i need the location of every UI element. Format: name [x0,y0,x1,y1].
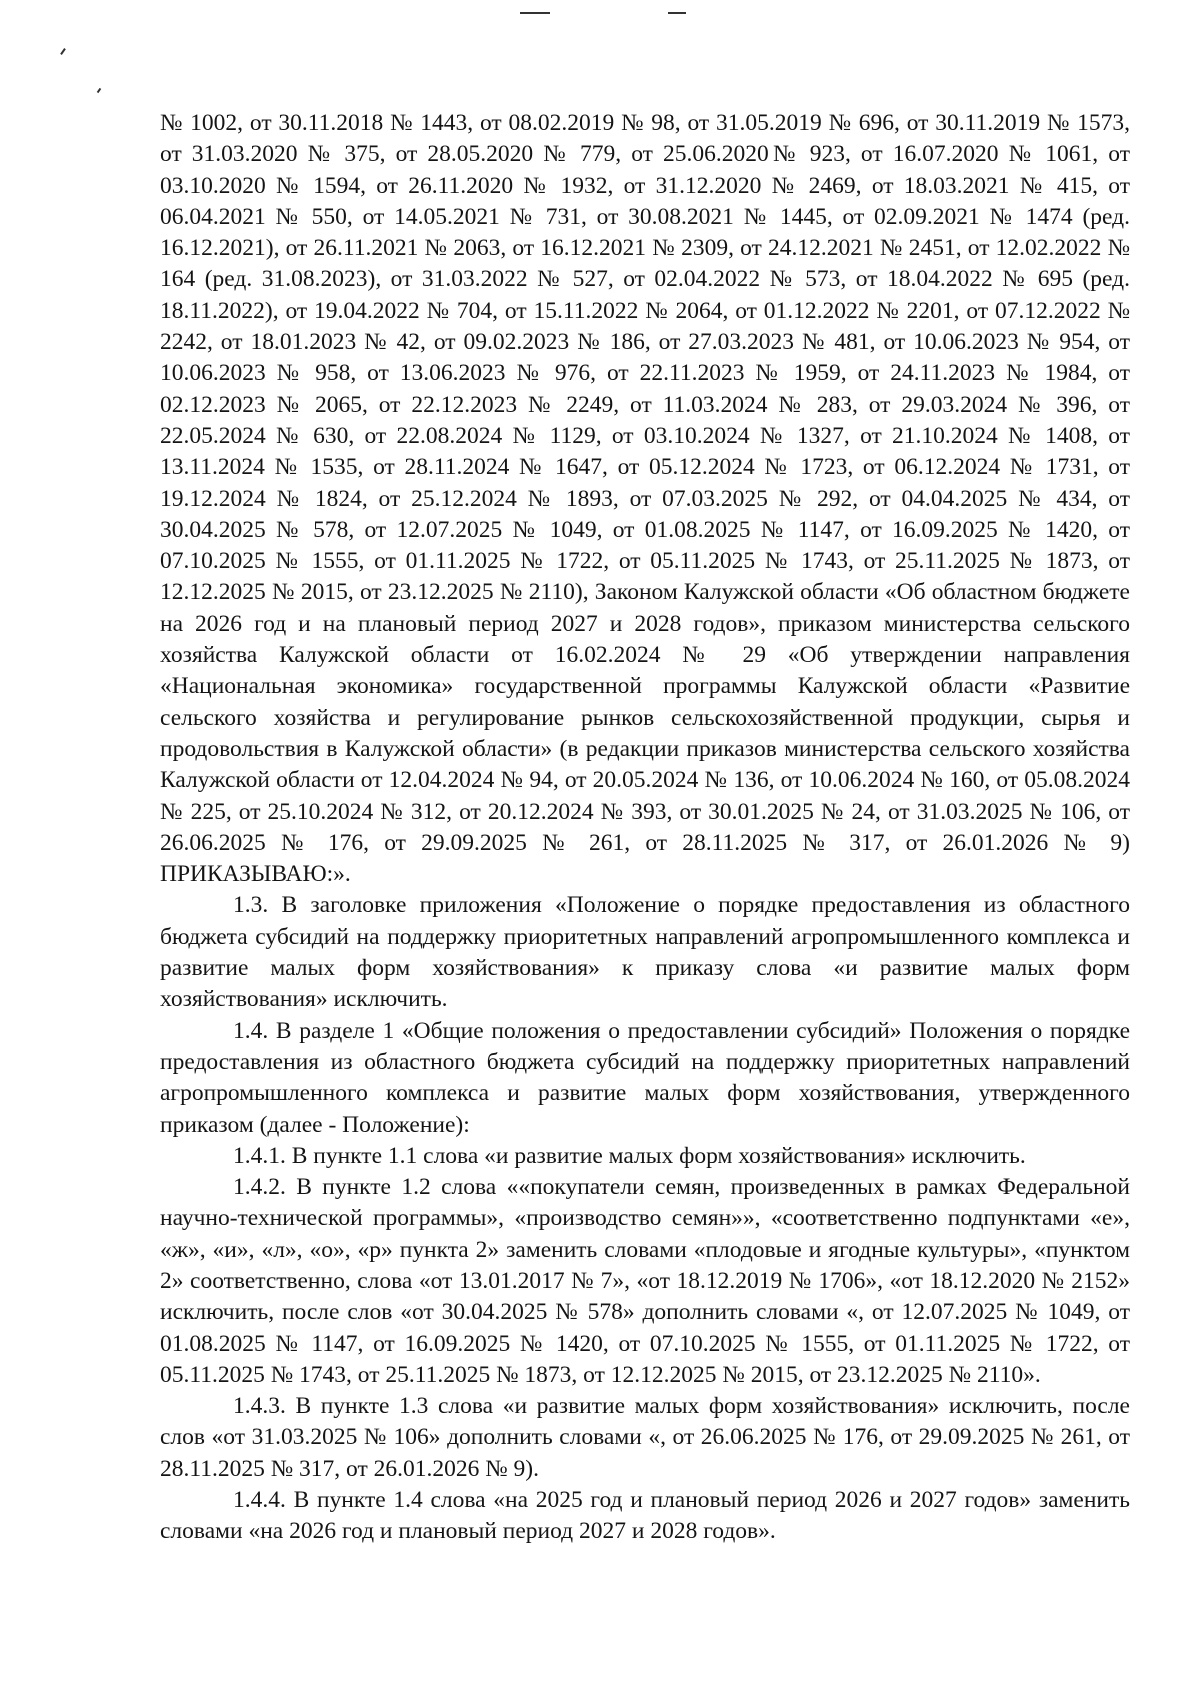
paragraph-preamble: № 1002, от 30.11.2018 № 1443, от 08.02.2019 № 98, от 31.05.2019 № 696, от 30.11.2019 № 1573, от 31.03.2020 № 375, от 28.05.2020 № 779, от 25.06.2020№ 923, от 16.07.2020 № 1061, от 03.10.2020 № 1594, от 26.11.2020 № 1932, от 31.12.2020 № 2469, от 18.03.2021 № 415, от 06.04.2021 № 550, от 14.05.2021 № 731, от 30.08.2021 № 1445, от 02.09.2021 № 1474 (ред. 16.12.2021), от 26.11.2021 № 2063, от 16.12.2021 № 2309, от 24.12.2021 № 2451, от 12.02.2022 № 164 (ред. 31.08.2023), от 31.03.2022 № 527, от 02.04.2022 № 573, от 18.04.2022 № 695 (ред. 18.11.2022), от 19.04.2022 № 704, от 15.11.2022 № 2064, от 01.12.2022 № 2201, от 07.12.2022 № 2242, от 18.01.2023 № 42, от 09.02.2023 № 186, от 27.03.2023 № 481, от 10.06.2023 № 954, от 10.06.2023 № 958, от 13.06.2023 № 976, от 22.11.2023 № 1959, от 24.11.2023 № 1984, от 02.12.2023 № 2065, от 22.12.2023 № 2249, от 11.03.2024 № 283, от 29.03.2024 № 396, от 22.05.2024 № 630, от 22.08.2024 № 1129, от 03.10.2024 № 1327, от 21.10.2024 № 1408, от 13.11.2024 № 1535, от 28.11.2024 № 1647, от 05.12.2024 № 1723, от 06.12.2024 № 1731, от 19.12.2024 № 1824, от 25.12.2024 № 1893, от 07.03.2025 № 292, от 04.04.2025 № 434, от 30.04.2025 № 578, от 12.07.2025 № 1049, от 01.08.2025 № 1147, от 16.09.2025 № 1420, от 07.10.2025 № 1555, от 01.11.2025 № 1722, от 05.11.2025 № 1743, от 25.11.2025 № 1873, от 12.12.2025 № 2015, от 23.12.2025 № 2110), Законом Калужской области «Об областном бюджете на 2026 год и на плановый период 2027 и 2028 годов», приказом министерства сельского хозяйства Калужской области от 16.02.2024 № 29 «Об утверждении направления «Национальная экономика» государственной программы Калужской области «Развитие сельского хозяйства и регулирование рынков сельскохозяйственной продукции, сырья и продовольствия в Калужской области» (в редакции приказов министерства сельского хозяйства Калужской области от 12.04.2024 № 94, от 20.05.2024 № 136, от 10.06.2024 № 160, от 05.08.2024 № 225, от 25.10.2024 № 312, от 20.12.2024 № 393, от 30.01.2025 № 24, от 31.03.2025 № 106, от 26.06.2025 № 176, от 29.09.2025 № 261, от 28.11.2025 № 317, от 26.01.2026 № 9) ПРИКАЗЫВАЮ:». [160,110,1130,888]
scan-artifact [97,88,102,93]
paragraph-1-4-1: 1.4.1. В пункте 1.1 слова «и развитие малых форм хозяйствования» исключить. [233,1142,1026,1169]
scan-artifact [60,48,66,55]
scan-artifact [520,12,550,14]
paragraph-1-3: 1.3. В заголовке приложения «Положение о порядке предоставления из областного бюджета субсидий на поддержку приоритетных направлений агропромышленного комплекса и развитие малых форм хозяйствования» к приказу слова «и развитие малых форм хозяйствования» исключить. [160,892,1130,1013]
scan-artifact [668,12,686,14]
paragraph-1-4-2: 1.4.2. В пункте 1.2 слова ««покупатели семян, произведенных в рамках Федеральной научно-технической программы», «производство семян»», «соответственно подпунктами «е», «ж», «и», «л», «о», «р» пункта 2» заменить словами «плодовые и ягодные культуры», «пунктом 2» соответственно, слова «от 13.01.2017 № 7», «от 18.12.2019 № 1706», «от 18.12.2020 № 2152» исключить, после слов «от 30.04.2025 № 578» дополнить словами «, от 12.07.2025 № 1049, от 01.08.2025 № 1147, от 16.09.2025 № 1420, от 07.10.2025 № 1555, от 01.11.2025 № 1722, от 05.11.2025 № 1743, от 25.11.2025 № 1873, от 12.12.2025 № 2015, от 23.12.2025 № 2110». [160,1174,1130,1388]
paragraph-1-4: 1.4. В разделе 1 «Общие положения о предоставлении субсидий» Положения о порядке предоставления из областного бюджета субсидий на поддержку приоритетных направлений агропромышленного комплекса и развитие малых форм хозяйствования, утвержденного приказом (далее - Положение): [160,1017,1130,1138]
paragraph-1-4-3: 1.4.3. В пункте 1.3 слова «и развитие малых форм хозяйствования» исключить, после слов «от 31.03.2025 № 106» дополнить словами «, от 26.06.2025 № 176, от 29.09.2025 № 261, от 28.11.2025 № 317, от 26.01.2026 № 9). [160,1393,1130,1482]
paragraph-1-4-4: 1.4.4. В пункте 1.4 слова «на 2025 год и плановый период 2026 и 2027 годов» заменить словами «на 2026 год и плановый период 2027 и 2028 годов». [160,1487,1130,1545]
document-page [160,108,1130,1548]
